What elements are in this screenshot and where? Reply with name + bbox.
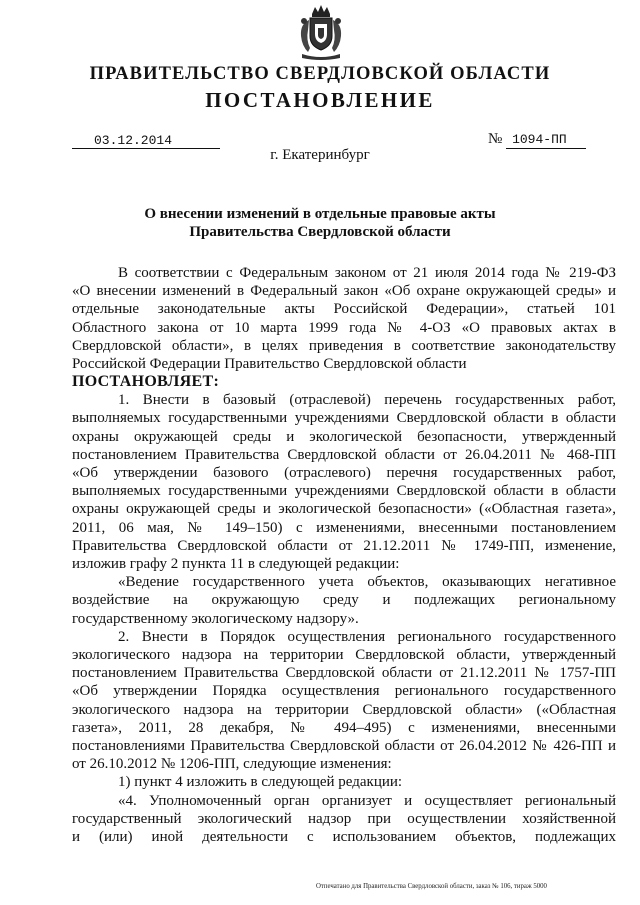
body-line: В соответствии с Федеральным законом от 21 июля 2014 года № 219-ФЗ <box>118 265 616 281</box>
title-line: О внесении изменений в отдельные правовые акты <box>144 206 496 222</box>
document-date: 03.12.2014 <box>72 133 220 149</box>
print-footer: Отпечатано для Правительства Свердловской области, заказ № 106, тираж 5000 <box>316 883 547 890</box>
body-line: выполняемых государственными учреждениями Свердловской области в области <box>72 410 616 427</box>
body-line: 2011, 06 мая, № 149–150) с изменениями, внесенными постановлением <box>72 519 616 536</box>
body-line: воздействие на окружающую среду и подлежащих региональному <box>72 592 616 609</box>
body-line: газета», 2011, 28 декабря, № 494–495) с изменениями, внесенными <box>72 719 616 736</box>
body-line: Российской Федерации Правительство Свердловской области <box>72 356 467 373</box>
body-line: Свердловской области», в целях приведения в соответствие законодательству <box>72 337 616 354</box>
sverdlovsk-coat-of-arms-icon <box>296 4 346 62</box>
body-line: отдельные законодательные акты Российской Федерации», статьей 101 <box>72 301 616 318</box>
document-title <box>0 205 640 241</box>
government-name: ПРАВИТЕЛЬСТВО СВЕРДЛОВСКОЙ ОБЛАСТИ <box>89 64 551 84</box>
body-line: государственному экологическому надзору». <box>72 610 359 627</box>
body-line: Областного закона от 10 марта 1999 года № 4-ОЗ «О правовых актах в <box>72 319 616 336</box>
body-line: и (или) иной деятельности с использованием объектов, подлежащих <box>72 829 616 846</box>
document-type: ПОСТАНОВЛЕНИЕ <box>205 88 435 112</box>
city: г. Екатеринбург <box>270 147 370 163</box>
body-line: экологического надзора на территории Свердловской области» («Областная <box>72 701 616 718</box>
body-line: «Об утверждении базового (отраслевого) перечня государственных работ, <box>72 465 616 482</box>
document-body <box>72 264 616 846</box>
title-line: Правительства Свердловской области <box>189 224 451 240</box>
body-line: постановлением Правительства Свердловской области от 26.04.2011 № 468-ПП <box>72 446 616 463</box>
number-label: № <box>488 131 503 147</box>
body-line: Правительства Свердловской области от 21.12.2011 № 1749-ПП, изменение, <box>72 537 616 554</box>
body-line: «Ведение государственного учета объектов, оказывающих негативное <box>118 574 616 591</box>
number-value: 1094-ПП <box>506 131 586 149</box>
body-line: экологического надзора на территории Свердловской области, утвержденный <box>72 647 616 664</box>
body-line: «4. Уполномоченный орган организует и осуществляет региональный <box>118 792 616 809</box>
resolves-heading: ПОСТАНОВЛЯЕТ: <box>72 373 220 391</box>
body-line: охраны окружающей среды и экологической безопасности, утвержденный <box>72 428 616 445</box>
body-line: государственный экологический надзор при осуществлении хозяйственной <box>72 810 616 827</box>
body-line: постановлением Правительства Свердловской области от 21.12.2011 № 1757-ПП <box>72 665 616 682</box>
body-line: 1) пункт 4 изложить в следующей редакции: <box>118 774 403 791</box>
body-line: постановлениями Правительства Свердловской области от 26.04.2012 № 426-ПП и <box>72 738 616 755</box>
body-line: изложив графу 2 пункта 11 в следующей редакции: <box>72 556 400 573</box>
body-line: охраны окружающей среды и экологической безопасности» («Областная газета», <box>72 501 616 518</box>
body-line: выполняемых государственными учреждениями Свердловской области в области <box>72 483 616 500</box>
body-line: от 26.10.2012 № 1206-ПП, следующие изменения: <box>72 756 392 773</box>
body-line: «Об утверждении Порядка осуществления регионального государственного <box>72 683 616 700</box>
body-line: 1. Внести в базовый (отраслевой) перечень государственных работ, <box>118 392 616 409</box>
body-line: «О внесении изменений в Федеральный закон «Об охране окружающей среды» и <box>72 283 616 300</box>
body-line: 2. Внести в Порядок осуществления регионального государственного <box>118 628 616 645</box>
